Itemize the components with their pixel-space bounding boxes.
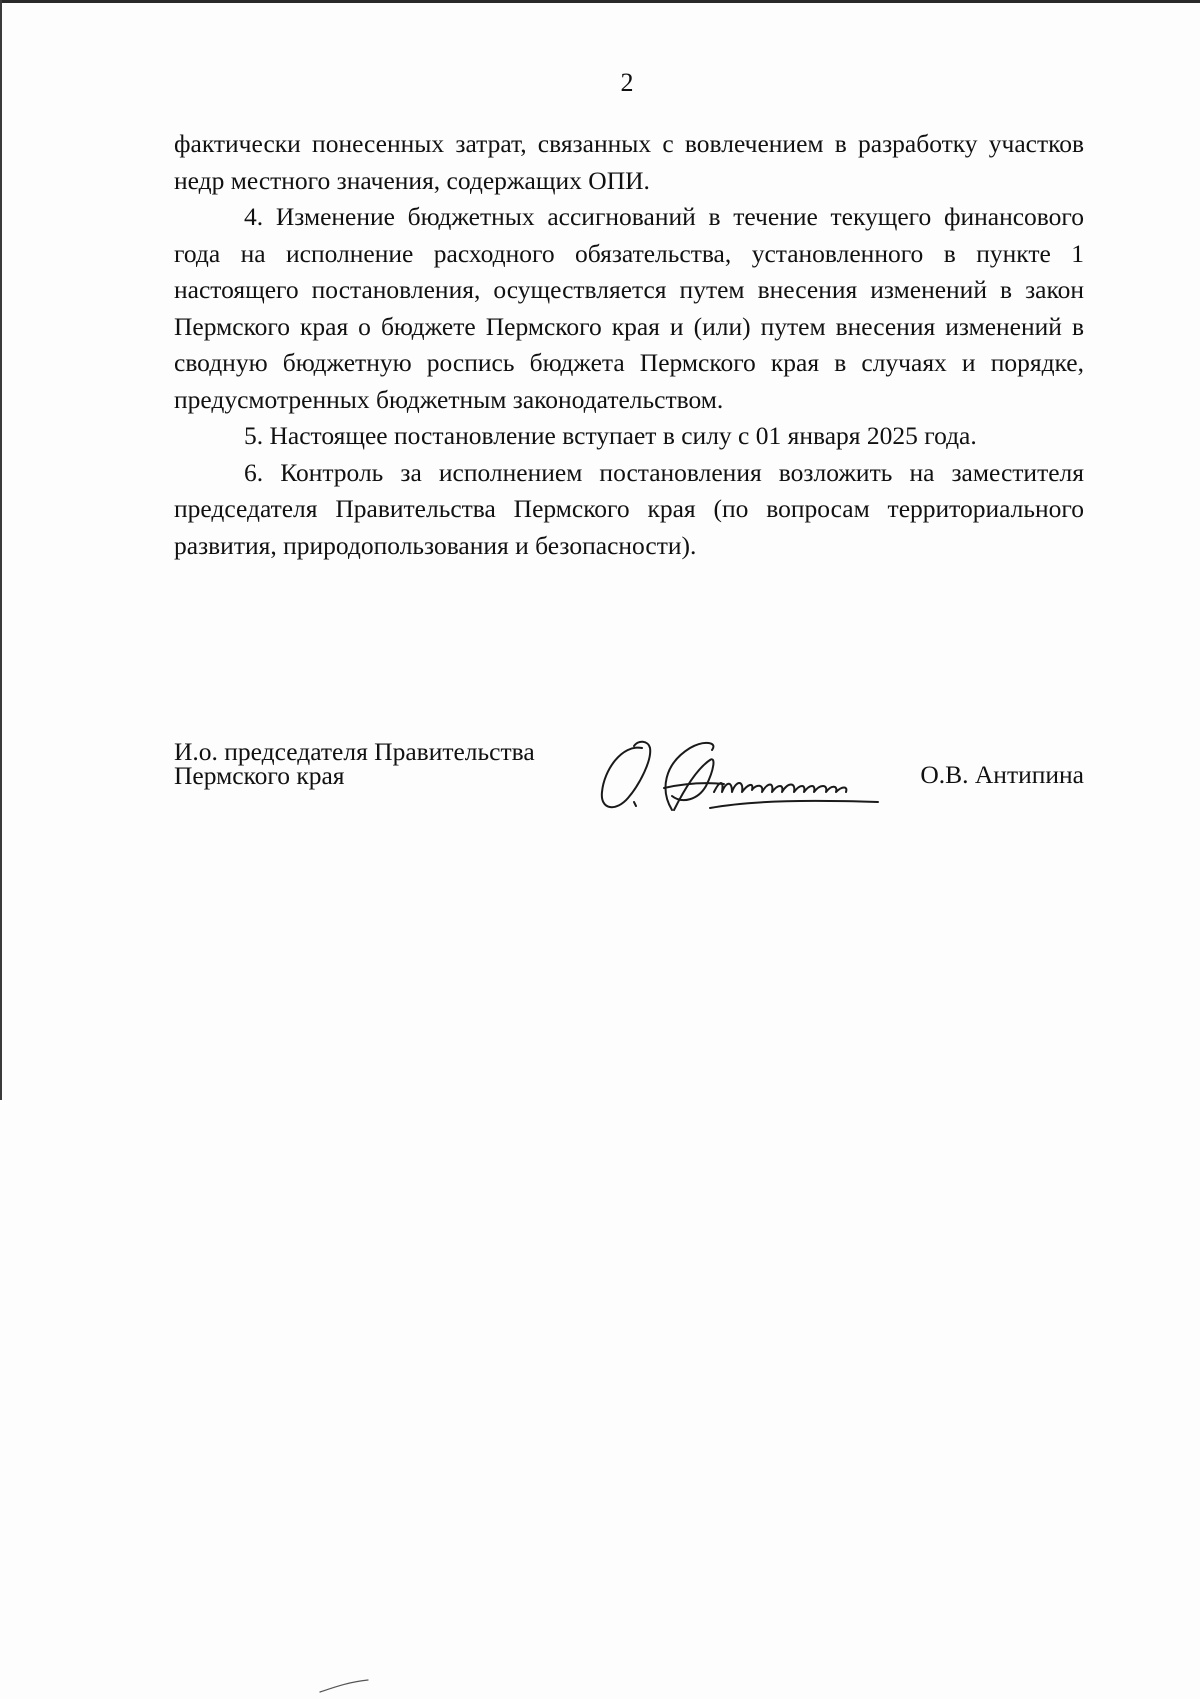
handwritten-signature [594, 730, 934, 820]
page-number: 2 [620, 68, 634, 97]
signatory-role-line-1: И.о. председателя Правительства [174, 737, 535, 766]
scan-edge-top [0, 0, 1200, 3]
signatory-name: О.В. Антипина [920, 760, 1084, 789]
signatory-role [174, 737, 535, 790]
paragraph-4: 4. Изменение бюджетных ассигнований в течение текущего финансового года на исполнение расходного обязательства, установленного в пункте 1 настоящего постановления, осуществляется путем внесения изменений в закон Пермского края о бюджете Пермского края и (или) путем внесения изменений в сводную бюджетную роспись бюджета Пермского края в случаях и порядке, предусмотренных бюджетным законодательством. [174, 202, 1084, 414]
signature-block [174, 737, 1084, 810]
document-body [174, 126, 1084, 564]
signatory-role-line-2: Пермского края [174, 761, 345, 790]
paragraph-6: 6. Контроль за исполнением постановления возложить на заместителя председателя Правительства Пермского края (по вопросам территориального развития, природопользования и безопасности). [174, 457, 1084, 560]
paragraph-5: 5. Настоящее постановление вступает в силу с 01 января 2025 года. [244, 421, 977, 450]
stray-pen-mark [318, 1678, 370, 1694]
scan-edge-left [0, 0, 2, 1100]
paragraph-continuation: фактически понесенных затрат, связанных с вовлечением в разработку участков недр местного значения, содержащих ОПИ. [174, 129, 1084, 195]
